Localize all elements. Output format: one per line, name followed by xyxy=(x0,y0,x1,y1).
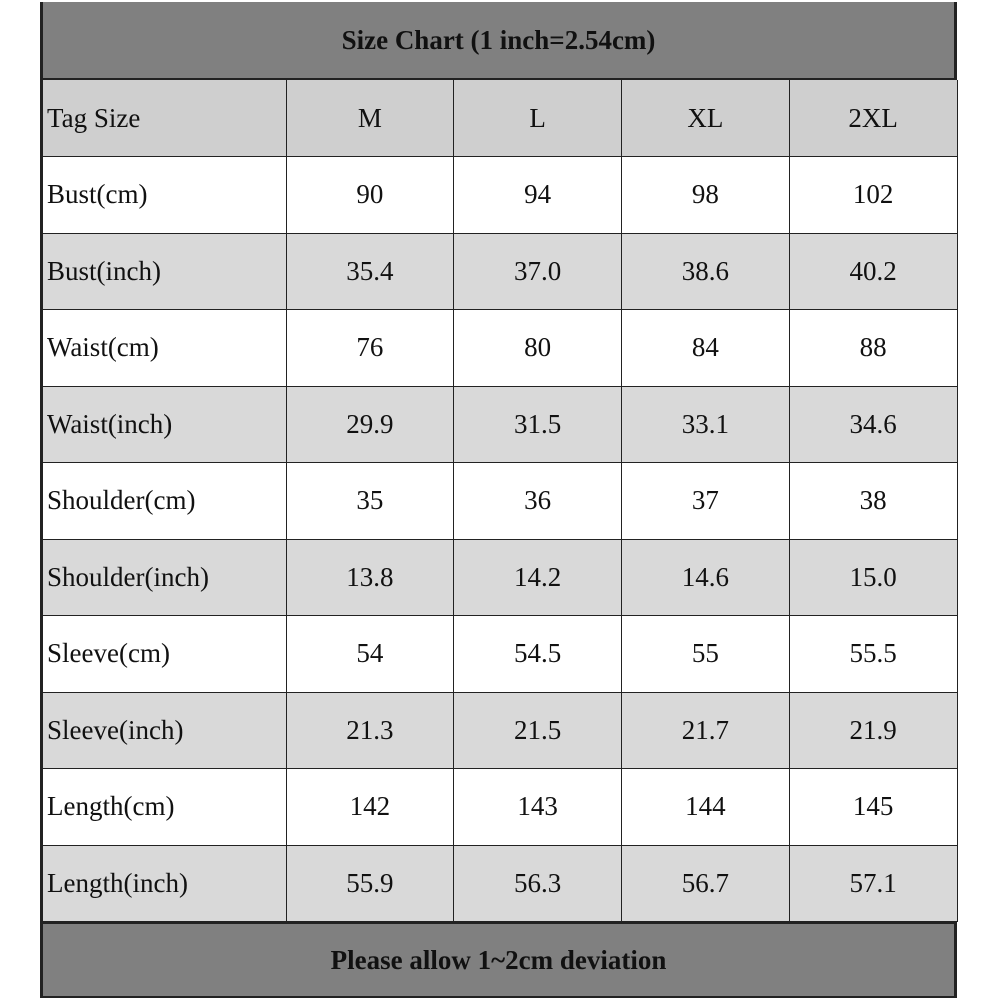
value-cell: 38 xyxy=(789,463,957,540)
value-cell: 54 xyxy=(286,616,454,693)
value-cell: 57.1 xyxy=(789,845,957,922)
size-table xyxy=(43,80,958,922)
row-label-cell: Length(cm) xyxy=(43,769,286,846)
header-cell: L xyxy=(454,80,622,157)
value-cell: 31.5 xyxy=(454,386,622,463)
value-cell: 142 xyxy=(286,769,454,846)
table-row xyxy=(43,157,957,234)
deviation-note: Please allow 1~2cm deviation xyxy=(43,922,954,996)
row-label-cell: Length(inch) xyxy=(43,845,286,922)
value-cell: 55.9 xyxy=(286,845,454,922)
value-cell: 144 xyxy=(622,769,790,846)
value-cell: 36 xyxy=(454,463,622,540)
value-cell: 38.6 xyxy=(622,233,790,310)
table-row xyxy=(43,386,957,463)
table-row xyxy=(43,233,957,310)
value-cell: 37.0 xyxy=(454,233,622,310)
size-chart-title: Size Chart (1 inch=2.54cm) xyxy=(43,2,954,80)
table-row xyxy=(43,616,957,693)
header-cell: Tag Size xyxy=(43,80,286,157)
value-cell: 14.6 xyxy=(622,539,790,616)
table-row xyxy=(43,539,957,616)
value-cell: 94 xyxy=(454,157,622,234)
value-cell: 34.6 xyxy=(789,386,957,463)
value-cell: 76 xyxy=(286,310,454,387)
value-cell: 35 xyxy=(286,463,454,540)
value-cell: 80 xyxy=(454,310,622,387)
value-cell: 90 xyxy=(286,157,454,234)
value-cell: 15.0 xyxy=(789,539,957,616)
row-label-cell: Waist(inch) xyxy=(43,386,286,463)
row-label-cell: Sleeve(inch) xyxy=(43,692,286,769)
value-cell: 37 xyxy=(622,463,790,540)
value-cell: 33.1 xyxy=(622,386,790,463)
size-table-body xyxy=(43,80,957,922)
table-row xyxy=(43,769,957,846)
value-cell: 56.3 xyxy=(454,845,622,922)
value-cell: 40.2 xyxy=(789,233,957,310)
header-cell: 2XL xyxy=(789,80,957,157)
header-cell: M xyxy=(286,80,454,157)
value-cell: 55.5 xyxy=(789,616,957,693)
header-row xyxy=(43,80,957,157)
table-row xyxy=(43,310,957,387)
row-label-cell: Shoulder(inch) xyxy=(43,539,286,616)
value-cell: 55 xyxy=(622,616,790,693)
value-cell: 102 xyxy=(789,157,957,234)
value-cell: 21.3 xyxy=(286,692,454,769)
value-cell: 29.9 xyxy=(286,386,454,463)
value-cell: 98 xyxy=(622,157,790,234)
row-label-cell: Sleeve(cm) xyxy=(43,616,286,693)
value-cell: 13.8 xyxy=(286,539,454,616)
row-label-cell: Shoulder(cm) xyxy=(43,463,286,540)
row-label-cell: Bust(inch) xyxy=(43,233,286,310)
value-cell: 143 xyxy=(454,769,622,846)
value-cell: 21.9 xyxy=(789,692,957,769)
value-cell: 21.5 xyxy=(454,692,622,769)
value-cell: 35.4 xyxy=(286,233,454,310)
row-label-cell: Waist(cm) xyxy=(43,310,286,387)
table-row xyxy=(43,692,957,769)
table-row xyxy=(43,845,957,922)
value-cell: 56.7 xyxy=(622,845,790,922)
value-cell: 21.7 xyxy=(622,692,790,769)
table-row xyxy=(43,463,957,540)
header-cell: XL xyxy=(622,80,790,157)
value-cell: 14.2 xyxy=(454,539,622,616)
value-cell: 84 xyxy=(622,310,790,387)
row-label-cell: Bust(cm) xyxy=(43,157,286,234)
value-cell: 54.5 xyxy=(454,616,622,693)
value-cell: 145 xyxy=(789,769,957,846)
size-chart xyxy=(40,2,957,998)
value-cell: 88 xyxy=(789,310,957,387)
